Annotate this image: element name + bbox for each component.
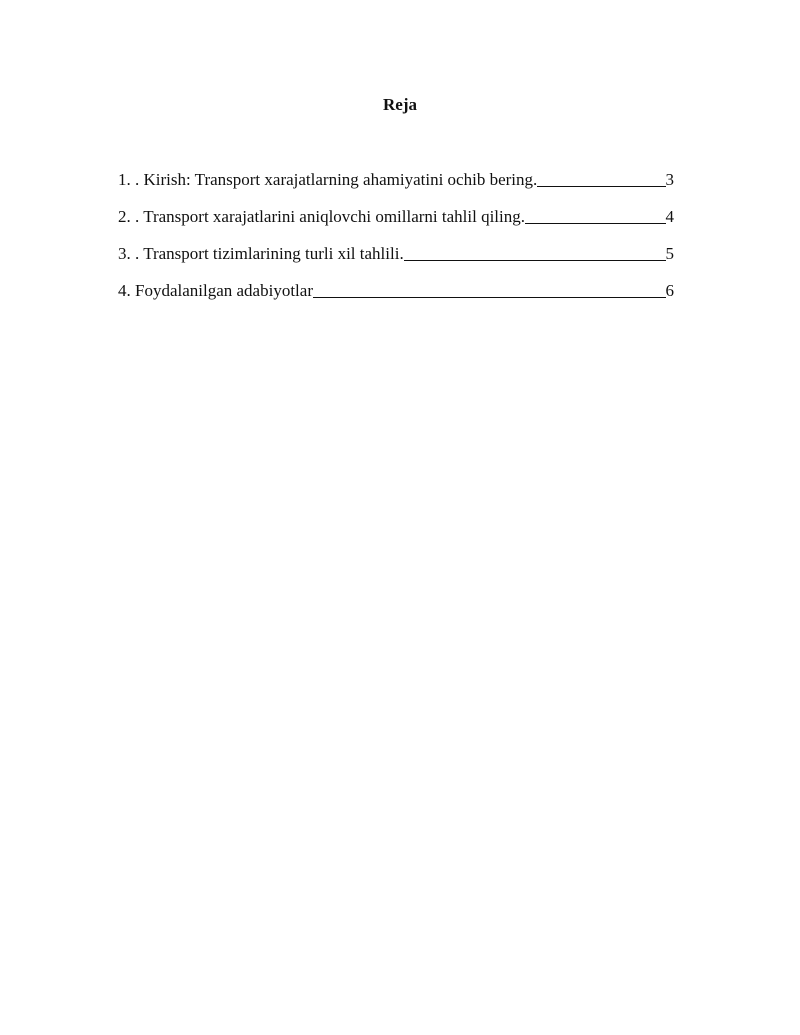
toc-leader-line [525, 222, 666, 224]
toc-entry [118, 280, 674, 302]
toc-entry-text: 2. . Transport xarajatlarini aniqlovchi omillarni tahlil qiling. [118, 207, 525, 226]
toc-page-number: 6 [665, 281, 674, 300]
toc-entry [118, 206, 674, 228]
toc-leader-line [313, 296, 666, 298]
page-title: Reja [383, 95, 417, 114]
toc-entry-text: 4. Foydalanilgan adabiyotlar [118, 281, 313, 300]
toc-page-number: 5 [665, 244, 674, 263]
toc-page-number: 3 [665, 170, 674, 189]
toc-entry [118, 243, 674, 265]
table-of-contents [118, 169, 674, 317]
toc-page-number: 4 [665, 207, 674, 226]
toc-entry-text: 1. . Kirish: Transport xarajatlarning ahamiyatini ochib bering. [118, 170, 538, 189]
toc-entry-text: 3. . Transport tizimlarining turli xil tahlili. [118, 244, 404, 263]
toc-leader-line [537, 185, 665, 187]
toc-leader-line [404, 259, 666, 261]
toc-entry [118, 169, 674, 191]
